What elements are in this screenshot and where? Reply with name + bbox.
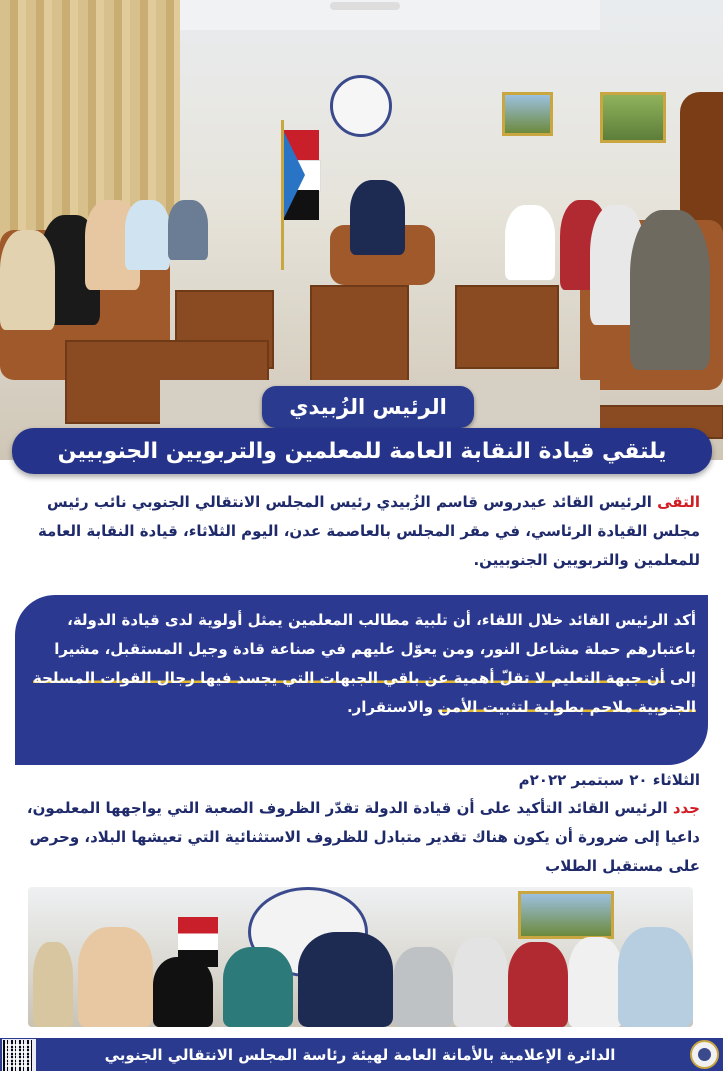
quote-highlight: أن جبهة التعليم لا تقلّ أهمية عن باقي الجبهات التي يجسد فيها رجال القوات المسلحة الجنوبية ملاحم بطولية لتثبيت الأمن xyxy=(33,669,696,716)
person-right-4 xyxy=(630,210,710,370)
ceiling-fan xyxy=(330,2,400,10)
group-photo xyxy=(28,887,693,1027)
group-person-1 xyxy=(33,942,73,1027)
group-person-8 xyxy=(508,942,568,1027)
group-person-6 xyxy=(393,947,453,1027)
person-left-3 xyxy=(125,200,170,270)
date-line: الثلاثاء ٢٠ سبتمبر ٢٠٢٢م xyxy=(518,771,700,789)
wall-painting-right xyxy=(502,92,553,136)
emblem-center xyxy=(698,1048,711,1061)
quote-part-2: والاستقرار. xyxy=(346,698,439,716)
intro-text: الرئيس القائد عيدروس قاسم الزُبيدي رئيس المجلس الانتقالي الجنوبي نائب رئيس مجلس القيادة الرئاسي، في مقر المجلس بالعاصمة عدن، اليوم الثلاثاء، قيادة النقابة العامة للمعلمين والتربويين الجنوبيين. xyxy=(37,493,700,569)
heading-name: الرئيس الزُبيدي xyxy=(262,386,474,428)
flag-triangle xyxy=(283,130,305,220)
coffee-table-right xyxy=(455,285,559,369)
wall-painting-left xyxy=(600,92,666,143)
quote-part-1: أكد الرئيس القائد خلال اللقاء، أن تلبية مطالب المعلمين يمثل أولوية لدى قيادة الدولة، باعتبارهم حملة مشاعل النور، ومن يعوّل عليهم في صناعة قادة وجيل المستقبل، مشيرا إلى xyxy=(54,611,696,687)
heading-title: يلتقي قيادة النقابة العامة للمعلمين والتربويين الجنوبيين xyxy=(12,428,712,474)
renewed-paragraph xyxy=(20,794,700,881)
person-left-4 xyxy=(168,200,208,260)
renewed-text: الرئيس القائد التأكيد على أن قيادة الدولة تقدّر الظروف الصعبة التي يواجهها المعلمون، داعيا إلى ضرورة أن يكون هناك تقدير متبادل للظروف الاستثنائية التي تعيشها البلاد، وحرص على مستقبل الطلاب xyxy=(26,799,700,875)
group-painting xyxy=(518,891,614,939)
person-left-5 xyxy=(0,230,55,330)
group-person-4 xyxy=(223,947,293,1027)
wall-emblem xyxy=(330,75,392,137)
intro-paragraph xyxy=(20,488,700,575)
footer-text: الدائرة الإعلامية بالأمانة العامة لهيئة رئاسة المجلس الانتقالي الجنوبي xyxy=(104,1045,616,1064)
group-person-5 xyxy=(298,932,393,1027)
person-president xyxy=(350,180,405,255)
renewed-lead-word: جدد xyxy=(672,799,700,817)
group-person-3 xyxy=(153,957,213,1027)
group-person-7 xyxy=(453,937,508,1027)
person-right-1 xyxy=(505,205,555,280)
group-person-2 xyxy=(78,927,153,1027)
quote-box-text xyxy=(30,606,696,722)
coffee-table-center xyxy=(310,285,409,389)
group-person-9 xyxy=(568,937,623,1027)
qr-code-pattern xyxy=(5,1042,31,1067)
group-person-10 xyxy=(618,927,693,1027)
stc-emblem-icon xyxy=(690,1040,719,1069)
intro-lead-word: التقى xyxy=(657,493,700,511)
flag-pole xyxy=(281,120,284,270)
